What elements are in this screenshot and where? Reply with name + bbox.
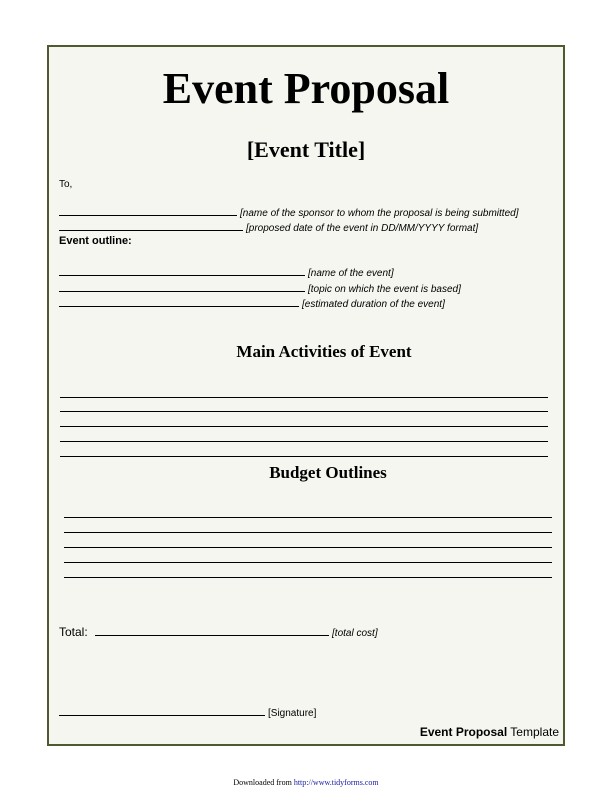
template-caption — [420, 725, 559, 739]
activity-line[interactable] — [60, 426, 548, 427]
total-row — [59, 625, 378, 639]
event-topic-hint: [topic on which the event is based] — [308, 284, 461, 295]
total-hint: [total cost] — [332, 628, 378, 639]
event-name-hint: [name of the event] — [308, 268, 394, 279]
activity-line[interactable] — [60, 441, 548, 442]
outline-label: Event outline: — [59, 235, 132, 247]
budget-heading: Budget Outlines — [269, 463, 387, 482]
signature-row — [59, 705, 316, 719]
event-title[interactable]: [Event Title] — [246, 137, 366, 162]
budget-line[interactable] — [64, 517, 552, 518]
total-field[interactable] — [95, 625, 329, 636]
footer — [0, 778, 612, 787]
event-duration-field[interactable] — [59, 296, 299, 307]
outline-row — [59, 265, 394, 279]
activity-line[interactable] — [60, 397, 548, 398]
template-caption-rest: Template — [507, 725, 559, 739]
signature-field[interactable] — [59, 705, 265, 716]
sponsor-hint: [name of the sponsor to whom the proposal is being submitted] — [240, 208, 519, 219]
outline-row — [59, 281, 461, 295]
date-field[interactable] — [59, 220, 243, 231]
activity-line[interactable] — [60, 456, 548, 457]
outline-row — [59, 296, 445, 310]
event-name-field[interactable] — [59, 265, 305, 276]
sponsor-row — [59, 205, 519, 219]
budget-line[interactable] — [64, 577, 552, 578]
total-label: Total: — [59, 625, 88, 639]
budget-line[interactable] — [64, 562, 552, 563]
signature-hint: [Signature] — [268, 708, 317, 719]
to-label: To, — [59, 179, 73, 190]
budget-line[interactable] — [64, 532, 552, 533]
page-title: Event Proposal — [162, 64, 450, 113]
template-caption-bold: Event Proposal — [419, 725, 508, 739]
sponsor-field[interactable] — [59, 205, 237, 216]
budget-line[interactable] — [64, 547, 552, 548]
footer-text: Downloaded from — [233, 778, 294, 787]
activities-heading: Main Activities of Event — [236, 342, 412, 361]
date-hint: [proposed date of the event in DD/MM/YYYY format] — [246, 223, 479, 234]
footer-link[interactable]: http://www.tidyforms.com — [293, 778, 379, 787]
event-topic-field[interactable] — [59, 281, 305, 292]
event-duration-hint: [estimated duration of the event] — [302, 299, 445, 310]
date-row — [59, 220, 478, 234]
activity-line[interactable] — [60, 411, 548, 412]
